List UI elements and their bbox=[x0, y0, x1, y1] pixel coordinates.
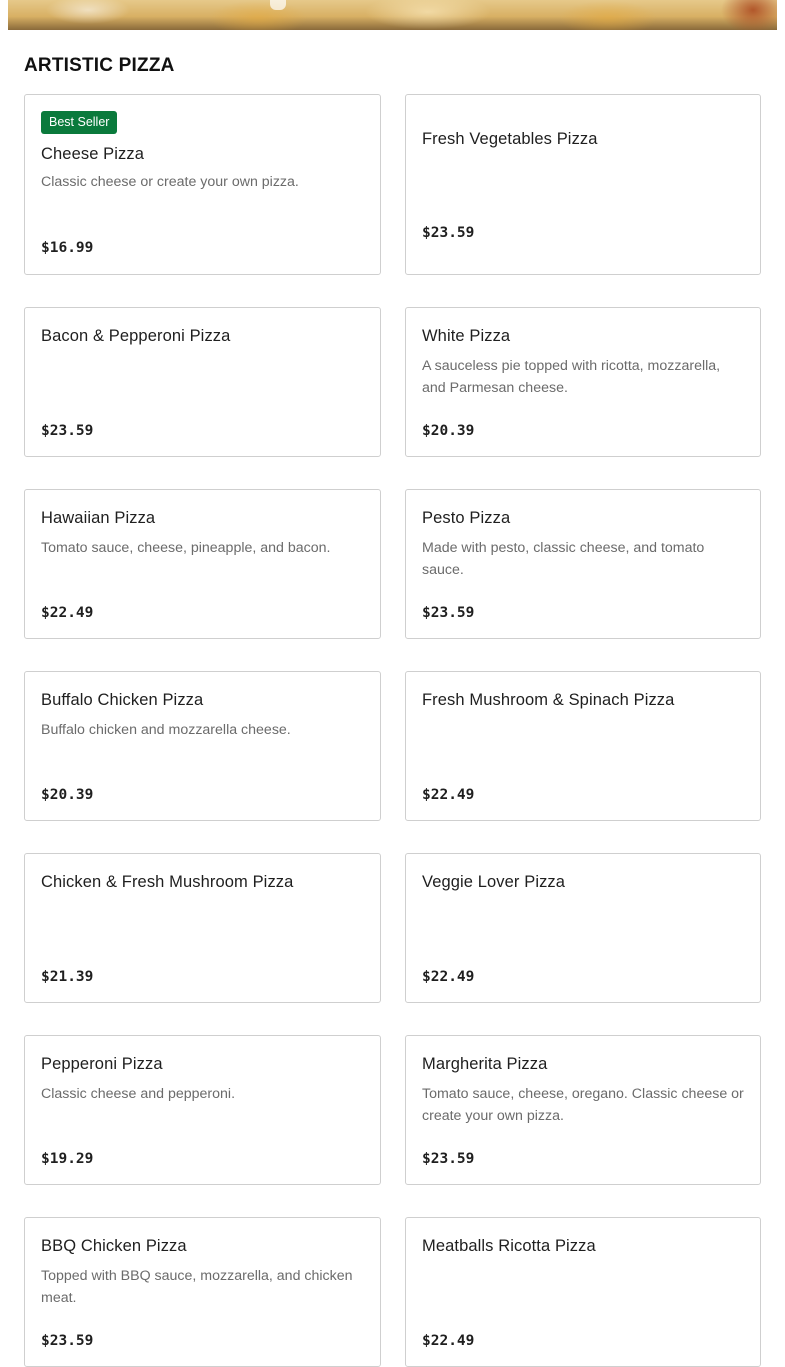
menu-item-card[interactable] bbox=[24, 489, 381, 639]
item-price: $20.39 bbox=[422, 423, 475, 439]
item-name: Veggie Lover Pizza bbox=[422, 873, 566, 891]
menu-item-grid bbox=[24, 94, 761, 1367]
item-name: Pesto Pizza bbox=[422, 509, 511, 527]
item-name: Chicken & Fresh Mushroom Pizza bbox=[41, 873, 294, 891]
item-description: Classic cheese and pepperoni. bbox=[41, 1086, 236, 1102]
menu-item-card[interactable] bbox=[24, 94, 381, 275]
item-name: Meatballs Ricotta Pizza bbox=[422, 1237, 596, 1255]
menu-item-card[interactable] bbox=[405, 1035, 761, 1185]
menu-item-card[interactable] bbox=[405, 489, 761, 639]
menu-item-card[interactable] bbox=[24, 1217, 381, 1367]
item-price: $22.49 bbox=[422, 969, 475, 985]
item-description: Topped with BBQ sauce, mozzarella, and chicken meat. bbox=[41, 1268, 353, 1306]
item-price: $21.39 bbox=[41, 969, 94, 985]
item-name: Buffalo Chicken Pizza bbox=[41, 691, 204, 709]
item-name: Pepperoni Pizza bbox=[41, 1055, 163, 1073]
menu-item-card[interactable] bbox=[405, 94, 761, 275]
menu-item-card[interactable] bbox=[405, 671, 761, 821]
menu-item-card[interactable] bbox=[24, 671, 381, 821]
menu-item-card[interactable] bbox=[405, 1217, 761, 1367]
menu-item-card[interactable] bbox=[405, 307, 761, 457]
hero-image-detail bbox=[270, 0, 286, 10]
best-seller-badge: Best Seller bbox=[41, 111, 117, 134]
section-title: ARTISTIC PIZZA bbox=[24, 55, 175, 76]
item-price: $22.49 bbox=[422, 1333, 475, 1349]
item-price: $23.59 bbox=[41, 423, 94, 439]
item-description: Made with pesto, classic cheese, and tomato sauce. bbox=[422, 540, 705, 578]
item-name: BBQ Chicken Pizza bbox=[41, 1237, 187, 1255]
item-name: Bacon & Pepperoni Pizza bbox=[41, 327, 231, 345]
item-price: $22.49 bbox=[41, 605, 94, 621]
item-name: Margherita Pizza bbox=[422, 1055, 548, 1073]
item-description: Tomato sauce, cheese, oregano. Classic cheese or create your own pizza. bbox=[422, 1086, 744, 1124]
item-description: Classic cheese or create your own pizza. bbox=[41, 174, 299, 190]
menu-item-card[interactable] bbox=[24, 307, 381, 457]
menu-item-card[interactable] bbox=[405, 853, 761, 1003]
item-description: Buffalo chicken and mozzarella cheese. bbox=[41, 722, 291, 738]
item-price: $23.59 bbox=[422, 605, 475, 621]
item-price: $22.49 bbox=[422, 787, 475, 803]
item-description: A sauceless pie topped with ricotta, mozzarella, and Parmesan cheese. bbox=[422, 358, 721, 396]
item-name: Fresh Mushroom & Spinach Pizza bbox=[422, 691, 675, 709]
item-name: Cheese Pizza bbox=[41, 145, 145, 163]
item-price: $19.29 bbox=[41, 1151, 94, 1167]
item-price: $16.99 bbox=[41, 240, 94, 256]
hero-image bbox=[8, 0, 777, 30]
menu-item-card[interactable] bbox=[24, 853, 381, 1003]
item-description: Tomato sauce, cheese, pineapple, and bacon. bbox=[41, 540, 331, 556]
item-name: Fresh Vegetables Pizza bbox=[422, 130, 598, 148]
item-price: $23.59 bbox=[41, 1333, 94, 1349]
menu-item-card[interactable] bbox=[24, 1035, 381, 1185]
item-price: $23.59 bbox=[422, 225, 475, 241]
item-price: $20.39 bbox=[41, 787, 94, 803]
item-name: White Pizza bbox=[422, 327, 511, 345]
item-name: Hawaiian Pizza bbox=[41, 509, 156, 527]
item-price: $23.59 bbox=[422, 1151, 475, 1167]
